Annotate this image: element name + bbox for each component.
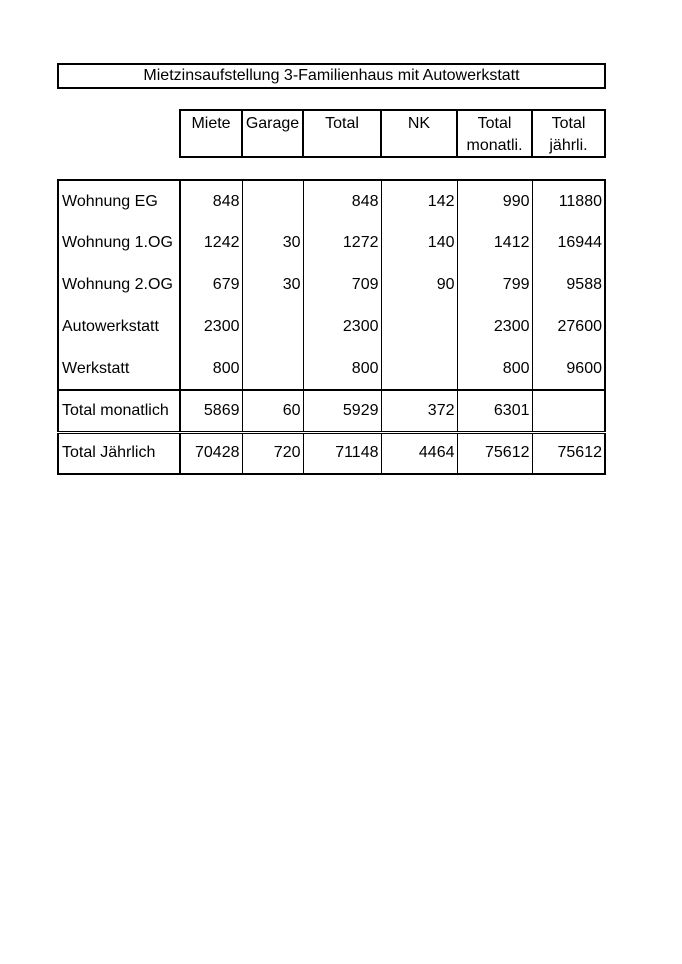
cell-nk: 140 — [381, 222, 457, 264]
column-header-total-jaehrlich — [533, 111, 606, 156]
cell-garage: 720 — [242, 432, 303, 474]
cell-total-monatlich: 799 — [457, 264, 532, 306]
cell-total-monatlich: 800 — [457, 348, 532, 390]
cell-garage — [242, 180, 303, 222]
column-header-nk — [382, 111, 458, 156]
row-label: Wohnung 2.OG — [58, 264, 180, 306]
cell-miete: 5869 — [180, 390, 242, 432]
rent-table — [57, 179, 606, 475]
row-label: Werkstatt — [58, 348, 180, 390]
column-header-label: NK — [407, 115, 431, 132]
cell-total-monatlich: 2300 — [457, 306, 532, 348]
column-header-miete — [181, 111, 243, 156]
table-row-total-monatlich — [58, 390, 605, 432]
row-label: Total Jährlich — [58, 432, 180, 474]
cell-total: 71148 — [303, 432, 381, 474]
cell-total: 2300 — [303, 306, 381, 348]
cell-nk: 4464 — [381, 432, 457, 474]
cell-total-jaehrlich: 9600 — [532, 348, 605, 390]
cell-garage: 30 — [242, 222, 303, 264]
row-label: Wohnung EG — [58, 180, 180, 222]
cell-miete: 2300 — [180, 306, 242, 348]
cell-total-monatlich: 75612 — [457, 432, 532, 474]
cell-total: 5929 — [303, 390, 381, 432]
row-label: Wohnung 1.OG — [58, 222, 180, 264]
column-header-label: Total — [551, 115, 586, 132]
page-title: Mietzinsaufstellung 3-Familienhaus mit Autowerkstatt — [57, 63, 606, 89]
column-header-sublabel: jährli. — [549, 137, 588, 154]
column-header-total — [304, 111, 382, 156]
cell-miete: 848 — [180, 180, 242, 222]
column-header-label: Total — [325, 115, 359, 132]
column-header-label: Garage — [245, 115, 300, 132]
column-header-label: Total — [477, 115, 512, 132]
cell-garage — [242, 348, 303, 390]
cell-nk: 372 — [381, 390, 457, 432]
cell-total-jaehrlich: 11880 — [532, 180, 605, 222]
cell-total-jaehrlich: 75612 — [532, 432, 605, 474]
cell-miete: 1242 — [180, 222, 242, 264]
column-header-sublabel: monatli. — [466, 137, 523, 154]
cell-total-jaehrlich: 27600 — [532, 306, 605, 348]
table-row-wohnung-1og — [58, 222, 605, 264]
cell-nk: 142 — [381, 180, 457, 222]
table-row-werkstatt — [58, 348, 605, 390]
cell-garage: 30 — [242, 264, 303, 306]
row-label: Total monatlich — [58, 390, 180, 432]
column-header-label: Miete — [191, 115, 231, 132]
cell-nk — [381, 348, 457, 390]
table-row-autowerkstatt — [58, 306, 605, 348]
cell-miete: 70428 — [180, 432, 242, 474]
cell-nk: 90 — [381, 264, 457, 306]
cell-total-monatlich: 1412 — [457, 222, 532, 264]
cell-total-jaehrlich: 9588 — [532, 264, 605, 306]
cell-total-monatlich: 990 — [457, 180, 532, 222]
cell-total: 848 — [303, 180, 381, 222]
column-header-total-monatlich — [458, 111, 533, 156]
cell-total: 709 — [303, 264, 381, 306]
cell-total: 800 — [303, 348, 381, 390]
table-row-total-jaehrlich — [58, 432, 605, 474]
cell-nk — [381, 306, 457, 348]
cell-total: 1272 — [303, 222, 381, 264]
cell-garage: 60 — [242, 390, 303, 432]
table-row-wohnung-2og — [58, 264, 605, 306]
column-header-row — [179, 109, 606, 158]
row-label: Autowerkstatt — [58, 306, 180, 348]
cell-total-jaehrlich: 16944 — [532, 222, 605, 264]
cell-total-jaehrlich — [532, 390, 605, 432]
cell-miete: 679 — [180, 264, 242, 306]
cell-garage — [242, 306, 303, 348]
column-header-garage — [243, 111, 304, 156]
cell-total-monatlich: 6301 — [457, 390, 532, 432]
cell-miete: 800 — [180, 348, 242, 390]
table-row-wohnung-eg — [58, 180, 605, 222]
